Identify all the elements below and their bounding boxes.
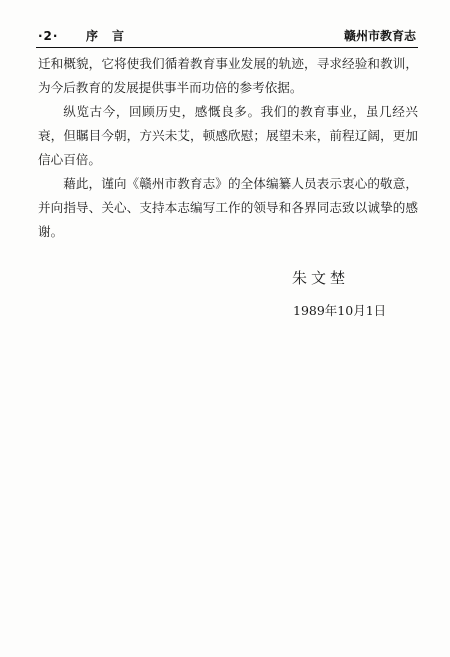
paragraph: 藉此，谨向《赣州市教育志》的全体编纂人员表示衷心的敬意，并向指导、关心、支持本志编写工作的领导和各界同志致以诚挚的感谢。 [38, 176, 418, 239]
running-header [38, 28, 416, 44]
page-number: ·2· [38, 29, 59, 43]
signature-date: 1989年10月1日 [293, 303, 387, 318]
body-text [38, 52, 418, 244]
paragraph-continued: 迁和概貌，它将使我们循着教育事业发展的轨迹，寻求经验和教训，为今后教育的发展提供事半而功倍的参考依据。 [38, 56, 418, 95]
author-signature: 朱文埜 [292, 269, 350, 287]
header-rule [36, 47, 418, 48]
paragraph: 纵览古今，回顾历史，感慨良多。我们的教育事业，虽几经兴衰，但瞩目今朝，方兴未艾，顿感欣慰；展望未来，前程辽阔，更加信心百倍。 [38, 104, 418, 167]
section-title: 序言 [86, 29, 139, 43]
book-title: 赣州市教育志 [343, 29, 416, 43]
